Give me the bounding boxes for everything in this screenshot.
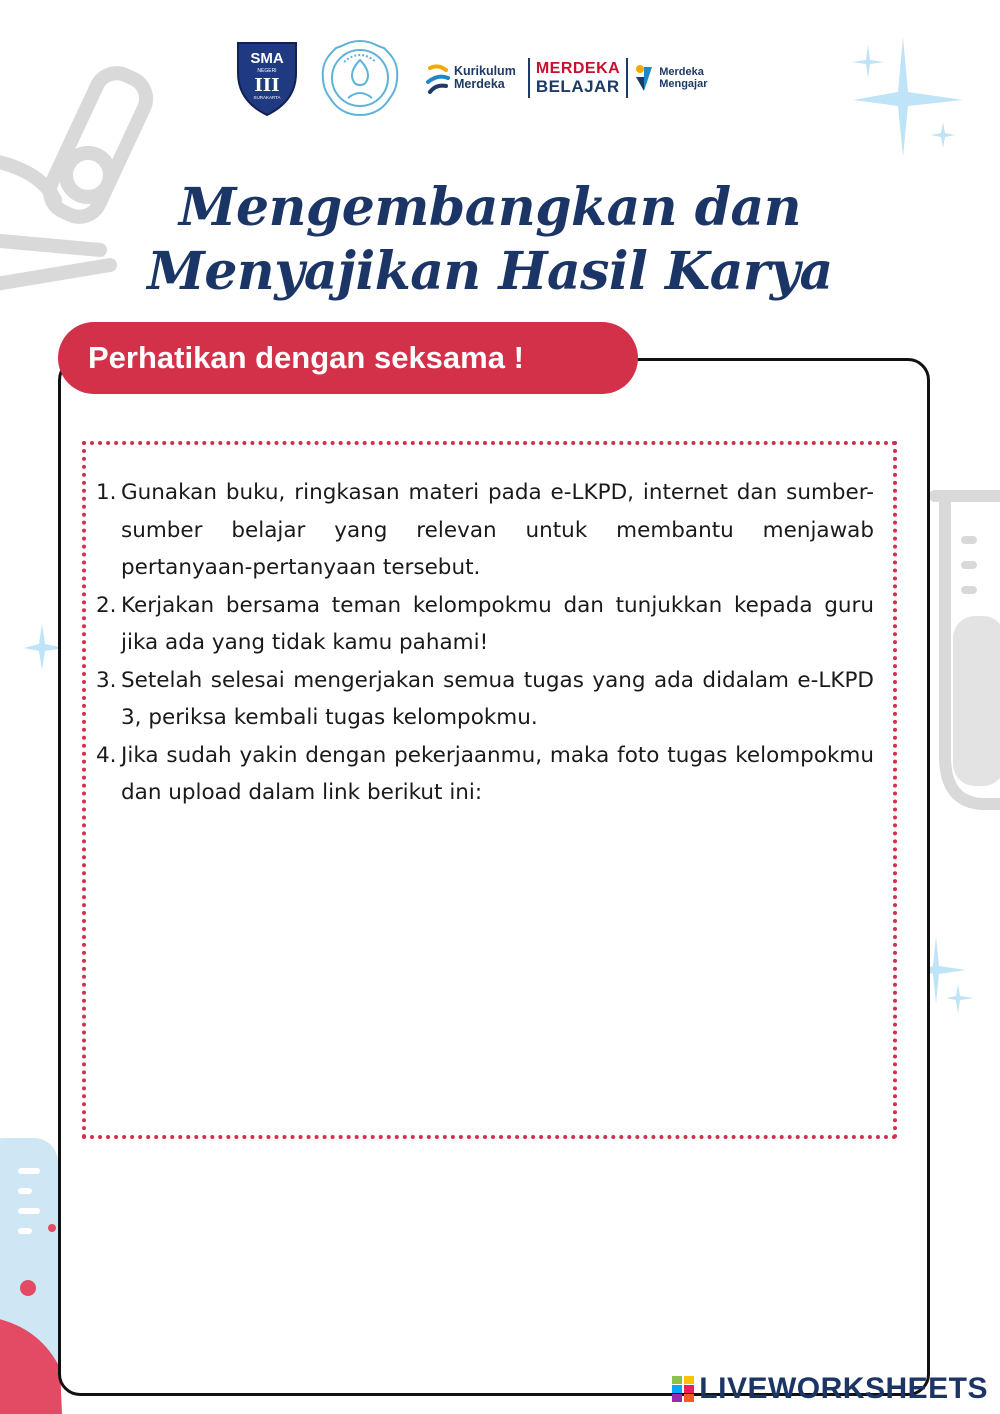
school-seal-logo — [320, 38, 400, 118]
list-item-number: 3. — [96, 667, 117, 693]
school-logo-sub: NEGERI — [257, 68, 277, 74]
logo-divider — [528, 58, 530, 98]
sparkle-icon — [838, 32, 968, 162]
logo-divider — [626, 58, 628, 98]
page-title — [0, 176, 980, 304]
merdeka-belajar-logo — [536, 60, 620, 96]
page-title-line1: Mengembangkan dan — [178, 177, 802, 238]
list-item — [96, 737, 874, 812]
school-logo — [236, 39, 298, 117]
list-item-number: 1. — [96, 480, 117, 505]
instructions-list — [96, 474, 874, 812]
liveworksheets-logo[interactable] — [671, 1372, 988, 1406]
banner-text: Perhatikan dengan seksama ! — [88, 340, 524, 375]
list-item-text: Kerjakan bersama teman kelompokmu dan tunjukkan kepada guru jika ada yang tidak kamu pahami! — [121, 592, 874, 655]
kurikulum-line2: Merdeka — [454, 77, 505, 91]
list-item-text: Gunakan buku, ringkasan materi pada e-LKPD, internet dan sumber-sumber belajar yang relevan untuk membantu menjawab pertanyaan-pertanyaan tersebut. — [121, 480, 874, 580]
merdeka-mengajar-logo — [634, 63, 707, 93]
page-title-line2: Menyajikan Hasil Karya — [147, 241, 833, 302]
school-logo-city: SURAKARTA — [253, 95, 281, 100]
list-item-text: Jika sudah yakin dengan pekerjaanmu, maka foto tugas kelompokmu dan upload dalam link berikut ini: — [121, 742, 874, 805]
school-logo-label: SMA — [250, 50, 284, 67]
kurikulum-merdeka-logo — [426, 60, 516, 96]
list-item-number: 2. — [96, 592, 117, 618]
instructions-banner — [58, 322, 638, 394]
school-logo-roman: III — [254, 75, 280, 96]
list-item-text: Setelah selesai mengerjakan semua tugas yang ada didalam e-LKPD 3, periksa kembali tugas kelompokmu. — [121, 667, 874, 730]
header-logos — [236, 38, 708, 118]
kurikulum-line1: Kurikulum — [454, 64, 516, 78]
merdeka-belajar-line2: BELAJAR — [535, 77, 620, 96]
merdeka-belajar-line1: MERDEKA — [535, 60, 621, 77]
list-item — [96, 587, 874, 662]
test-tube-icon — [925, 486, 1000, 816]
list-item — [96, 662, 874, 737]
liveworksheets-brand: LIVEWORKSHEETS — [699, 1372, 988, 1405]
list-item — [96, 474, 874, 587]
list-item-number: 4. — [96, 742, 117, 768]
mengajar-line1: Merdeka — [659, 66, 704, 78]
liveworksheets-logo-icon — [671, 1375, 695, 1403]
mengajar-line2: Mengajar — [659, 78, 708, 90]
